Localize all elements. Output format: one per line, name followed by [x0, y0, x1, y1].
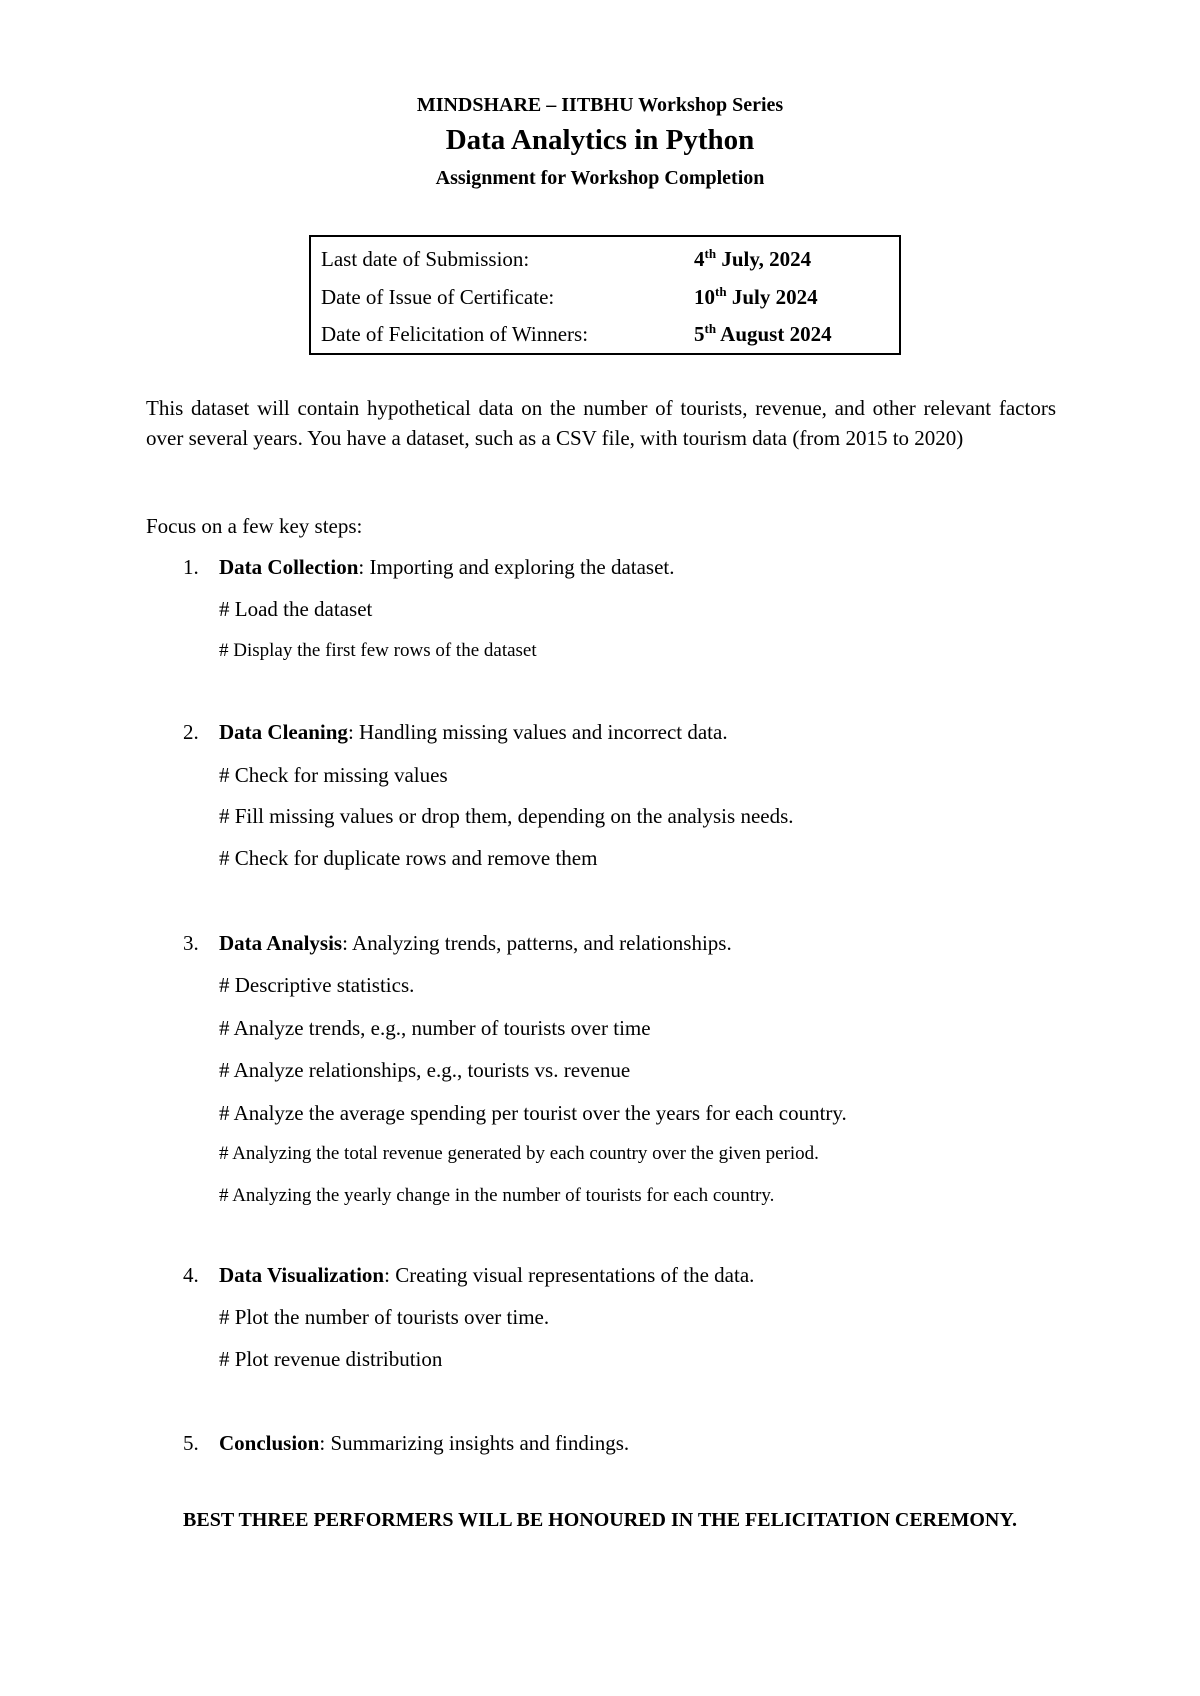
step-item: # Check for missing values	[219, 763, 448, 787]
step-item: # Analyzing the yearly change in the number of tourists for each country.	[219, 1185, 775, 1206]
step-number: 1.	[183, 555, 199, 579]
step-item: # Analyze relationships, e.g., tourists vs. revenue	[219, 1058, 631, 1082]
step-item: # Analyze trends, e.g., number of tourists over time	[219, 1016, 651, 1040]
step-number: 2.	[183, 720, 199, 744]
workshop-series-heading: MINDSHARE – IITBHU Workshop Series	[416, 94, 784, 116]
step-heading: Data Analysis: Analyzing trends, patterns, and relationships.	[219, 931, 732, 955]
step-number: 5.	[183, 1431, 199, 1455]
step-item: # Plot the number of tourists over time.	[219, 1305, 550, 1329]
date-value: 4th July, 2024	[694, 246, 812, 271]
step-heading: Conclusion: Summarizing insights and findings.	[219, 1431, 630, 1455]
step-number: 3.	[183, 931, 199, 955]
step-number: 4.	[183, 1263, 199, 1287]
date-value: 10th July 2024	[694, 284, 818, 309]
step-item: # Descriptive statistics.	[219, 973, 415, 997]
step-heading: Data Cleaning: Handling missing values and incorrect data.	[219, 720, 728, 744]
focus-line: Focus on a few key steps:	[146, 514, 363, 538]
step-heading: Data Visualization: Creating visual representations of the data.	[219, 1263, 755, 1287]
footer-notice: BEST THREE PERFORMERS WILL BE HONOURED IN THE FELICITATION CEREMONY.	[183, 1509, 1017, 1531]
step-item: # Load the dataset	[219, 597, 373, 621]
important-dates-box	[309, 235, 901, 355]
intro-paragraph: This dataset will contain hypothetical data on the number of tourists, revenue, and other relevant factors over several years. You have a dataset, such as a CSV file, with tourism data (from 2015 to 2020)	[146, 396, 1056, 450]
step-item: # Display the first few rows of the dataset	[219, 640, 537, 661]
step-item: # Analyzing the total revenue generated by each country over the given period.	[219, 1143, 819, 1164]
step-item: # Check for duplicate rows and remove them	[219, 846, 598, 870]
date-value: 5th August 2024	[694, 321, 832, 346]
step-item: # Fill missing values or drop them, depending on the analysis needs.	[219, 804, 794, 828]
step-item: # Analyze the average spending per tourist over the years for each country.	[219, 1101, 847, 1125]
step-heading: Data Collection: Importing and exploring the dataset.	[219, 555, 675, 579]
date-label: Date of Issue of Certificate:	[321, 285, 555, 309]
document-title: Data Analytics in Python	[445, 124, 755, 156]
document-subtitle: Assignment for Workshop Completion	[435, 167, 765, 189]
step-item: # Plot revenue distribution	[219, 1347, 443, 1371]
date-label: Last date of Submission:	[321, 247, 530, 271]
date-label: Date of Felicitation of Winners:	[321, 322, 589, 346]
